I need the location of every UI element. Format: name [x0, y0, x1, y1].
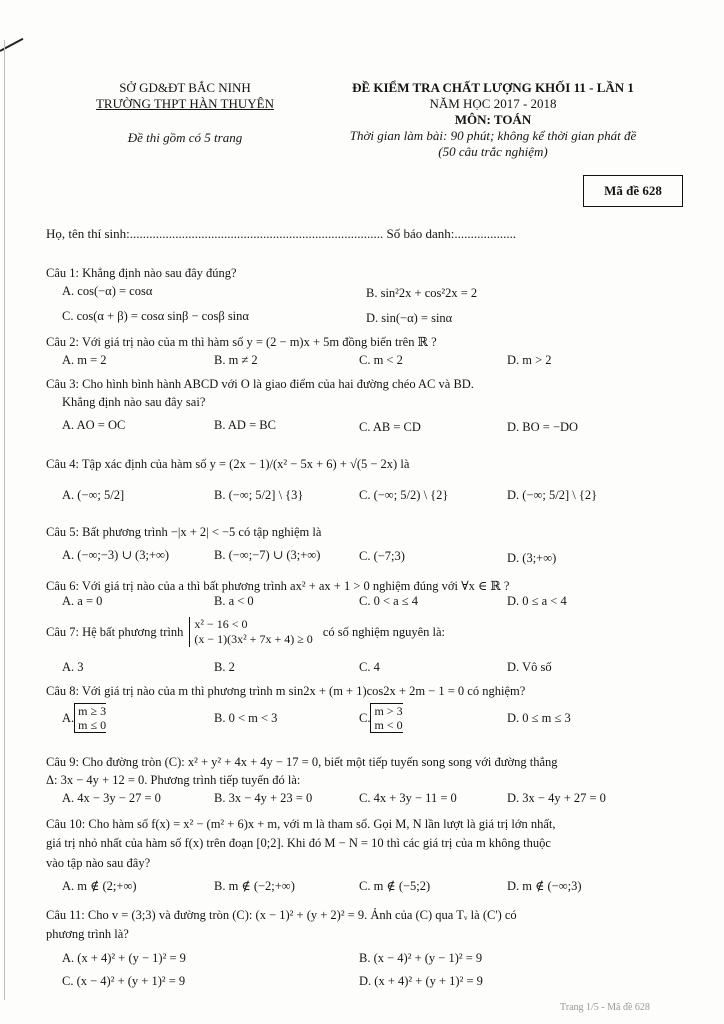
option-b[interactable]: B. 3x − 4y + 23 = 0 — [214, 791, 313, 805]
option-c[interactable]: C. 0 < a ≤ 4 — [359, 594, 419, 608]
question-stem-cont: vào tập nào sau đây? — [46, 856, 151, 870]
option-d[interactable]: D. m ∉ (−∞;3) — [507, 879, 582, 893]
option-c[interactable]: C. (−∞; 5/2) \ {2} — [359, 488, 449, 502]
option-a[interactable]: A. m ∉ (2;+∞) — [62, 879, 137, 893]
question-stem-end: có số nghiệm nguyên là: — [322, 625, 446, 639]
header-left — [70, 80, 300, 146]
option-c-letter: C. — [359, 710, 371, 725]
option-a[interactable]: A. cos(−α) = cosα — [62, 284, 153, 298]
header-right — [308, 80, 678, 160]
name-field[interactable]: .............................................................................. — [129, 226, 384, 241]
option-b[interactable]: B. (x − 4)² + (y − 1)² = 9 — [359, 951, 483, 965]
id-label: Số báo danh: — [386, 226, 455, 241]
exam-code-box: Mã đề 628 — [583, 175, 683, 207]
option-d[interactable]: D. sin(−α) = sinα — [366, 311, 453, 325]
option-b[interactable]: B. m ≠ 2 — [214, 353, 258, 367]
question-stem: Câu 7: Hệ bất phương trình — [46, 625, 184, 639]
option-b[interactable]: B. (−∞;−7) ∪ (3;+∞) — [214, 548, 321, 562]
school-year: NĂM HỌC 2017 - 2018 — [429, 96, 557, 111]
system-line-2: (x − 1)(3x² + 7x + 4) ≥ 0 — [194, 632, 313, 646]
question-stem-cont: giá trị nhỏ nhất của hàm số f(x) trên đoạn [0;2]. Khi đó M − N = 10 thì các giá trị của m không thuộc — [46, 836, 551, 850]
question-count: (50 câu trắc nghiệm) — [438, 144, 548, 159]
option-d[interactable]: D. 3x − 4y + 27 = 0 — [507, 791, 606, 805]
school-name: TRƯỜNG THPT HÀN THUYÊN — [95, 96, 274, 111]
page-count-note: Đề thi gồm có 5 trang — [127, 130, 243, 145]
option-c-bracket — [370, 703, 402, 733]
question-stem: Câu 9: Cho đường tròn (C): x² + y² + 4x + 4y − 17 = 0, biết một tiếp tuyến song song với đường thẳng — [46, 755, 558, 769]
option-d[interactable]: D. BO = −DO — [507, 420, 579, 434]
option-a[interactable]: A. (−∞;−3) ∪ (3;+∞) — [62, 548, 170, 562]
option-c[interactable]: C. (−7;3) — [359, 549, 405, 563]
option-b[interactable]: B. m ∉ (−2;+∞) — [214, 879, 295, 893]
option-a[interactable]: A. m = 2 — [62, 353, 107, 367]
option-a[interactable]: A. (−∞; 5/2] — [62, 488, 125, 502]
option-b[interactable]: B. 2 — [214, 660, 235, 674]
option-d[interactable]: D. 0 ≤ m ≤ 3 — [507, 711, 571, 725]
option-b[interactable]: B. (−∞; 5/2] \ {3} — [214, 488, 304, 502]
system-line-1: x² − 16 < 0 — [194, 617, 248, 631]
option-b[interactable]: B. a < 0 — [214, 594, 254, 608]
option-a-bracket — [74, 703, 106, 733]
time-note: Thời gian làm bài: 90 phút; không kể thời gian phát đề — [349, 128, 637, 143]
question-stem-cont: Khẳng định nào sau đây sai? — [62, 395, 206, 409]
option-c[interactable]: C. m ∉ (−5;2) — [359, 879, 431, 893]
id-field[interactable]: ................... — [454, 226, 517, 241]
question-stem: Câu 10: Cho hàm số f(x) = x² − (m² + 6)x + m, với m là tham số. Gọi M, N lần lượt là giá trị lớn nhất, — [46, 817, 556, 831]
option-a[interactable]: A. (x + 4)² + (y − 1)² = 9 — [62, 951, 186, 965]
page-footer: Trang 1/5 - Mã đề 628 — [560, 1002, 650, 1013]
option-d[interactable]: D. m > 2 — [507, 353, 552, 367]
option-d[interactable]: D. Vô số — [507, 660, 552, 674]
option-c[interactable]: C. 4x + 3y − 11 = 0 — [359, 791, 457, 805]
option-a-line-2: m ≤ 0 — [78, 718, 107, 732]
option-a[interactable]: A. a = 0 — [62, 594, 103, 608]
subject: MÔN: TOÁN — [454, 112, 532, 127]
dept-name: SỞ GD&ĐT BẮC NINH — [119, 80, 251, 95]
question-stem: Câu 5: Bất phương trình −|x + 2| < −5 có tập nghiệm là — [46, 525, 322, 539]
option-a[interactable] — [62, 703, 106, 733]
option-d[interactable]: D. 0 ≤ a < 4 — [507, 594, 567, 608]
question-stem: Câu 11: Cho v = (3;3) và đường tròn (C): (x − 1)² + (y + 2)² = 9. Ảnh của (C) qua Tᵥ là (C') có — [46, 908, 517, 922]
question-stem: Câu 3: Cho hình bình hành ABCD với O là giao điểm của hai đường chéo AC và BD. — [46, 377, 474, 391]
option-c-line-2: m < 0 — [374, 718, 403, 732]
option-a-line-1: m ≥ 3 — [78, 704, 107, 718]
question-stem: Câu 8: Với giá trị nào của m thì phương trình m sin2x + (m + 1)cos2x + 2m − 1 = 0 có nghiệm? — [46, 684, 526, 698]
question-stem: Câu 4: Tập xác định của hàm số y = (2x − 1)/(x² − 5x + 6) + √(5 − 2x) là — [46, 457, 410, 471]
question-stem-cont: phương trình là? — [46, 927, 129, 941]
option-c[interactable]: C. 4 — [359, 660, 380, 674]
scan-edge-line — [4, 40, 5, 1000]
inequality-system — [189, 617, 312, 647]
option-b[interactable]: B. sin²2x + cos²2x = 2 — [366, 286, 478, 300]
question-row — [46, 617, 686, 647]
student-info-line — [46, 226, 516, 242]
option-b[interactable]: B. 0 < m < 3 — [214, 711, 278, 725]
option-d[interactable]: D. (−∞; 5/2] \ {2} — [507, 488, 598, 502]
exam-title: ĐỀ KIỂM TRA CHẤT LƯỢNG KHỐI 11 - LẦN 1 — [352, 80, 634, 95]
question-stem: Câu 6: Với giá trị nào của a thì bất phương trình ax² + ax + 1 > 0 nghiệm đúng với ∀x ∈ ℝ ? — [46, 579, 510, 593]
option-a[interactable]: A. 4x − 3y − 27 = 0 — [62, 791, 161, 805]
option-c[interactable]: C. m < 2 — [359, 353, 403, 367]
option-a[interactable]: A. AO = OC — [62, 418, 126, 432]
option-c-line-1: m > 3 — [374, 704, 403, 718]
option-b[interactable]: B. AD = BC — [214, 418, 276, 432]
option-a-letter: A. — [62, 710, 75, 725]
option-c[interactable]: C. cos(α + β) = cosα sinβ − cosβ sinα — [62, 309, 249, 323]
name-label: Họ, tên thí sinh: — [46, 226, 130, 241]
option-c[interactable]: C. AB = CD — [359, 420, 421, 434]
option-c[interactable]: C. (x − 4)² + (y + 1)² = 9 — [62, 974, 186, 988]
option-a[interactable]: A. 3 — [62, 660, 84, 674]
question-stem: Câu 1: Khẳng định nào sau đây đúng? — [46, 266, 237, 280]
question-stem: Câu 2: Với giá trị nào của m thì hàm số y = (2 − m)x + 5m đồng biến trên ℝ ? — [46, 335, 437, 349]
option-c[interactable] — [359, 703, 403, 733]
option-d[interactable]: D. (3;+∞) — [507, 551, 557, 565]
question-stem-cont: Δ: 3x − 4y + 12 = 0. Phương trình tiếp tuyến đó là: — [46, 773, 301, 787]
option-d[interactable]: D. (x + 4)² + (y + 1)² = 9 — [359, 974, 483, 988]
